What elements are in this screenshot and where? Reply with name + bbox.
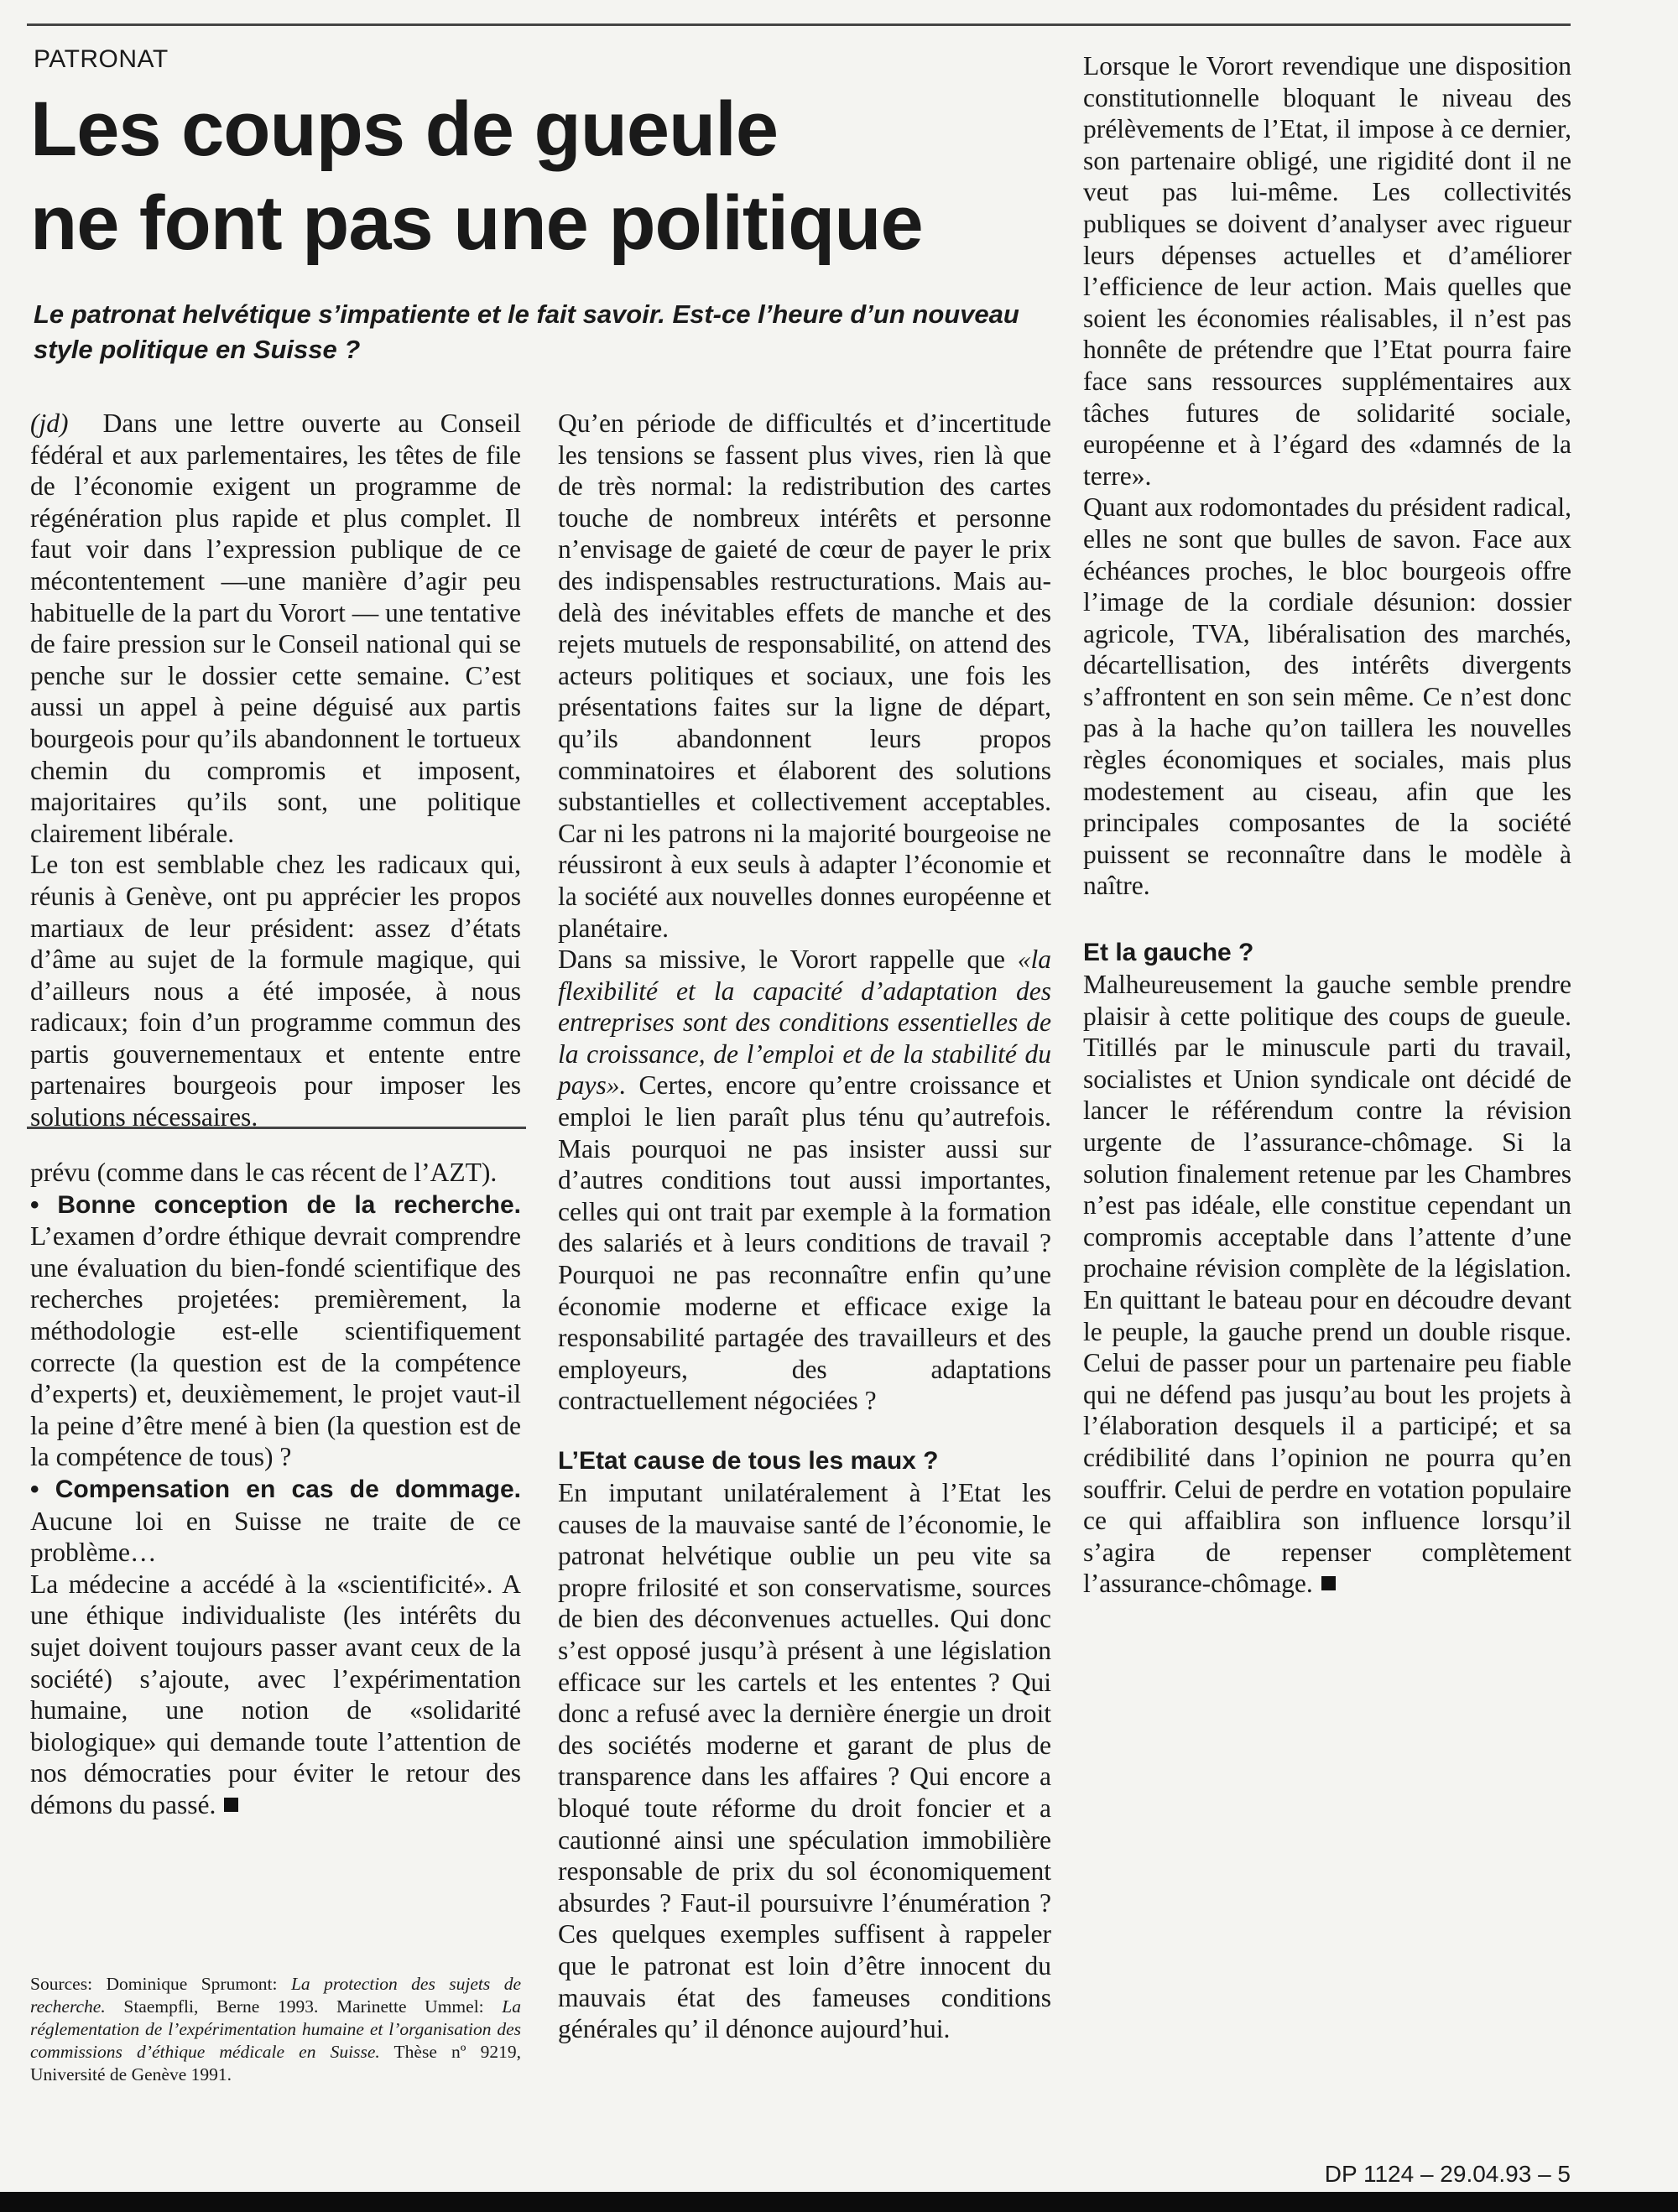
end-mark-icon	[224, 1798, 238, 1812]
bullet-2-text: Aucune loi en Suisse ne traite de ce problème…	[30, 1506, 521, 1568]
article-column-1	[30, 408, 521, 1133]
sidebar-closing	[30, 1569, 521, 1821]
sidebar-column	[30, 1157, 521, 1820]
article-paragraph-1	[30, 408, 521, 849]
article-column-2	[558, 408, 1051, 2045]
paragraph-4-end: Certes, encore qu’entre croissance et emploi le lien paraît plus ténu qu’autrefois. Mais pourquoi ne pas insister aussi sur d’autres conditions tout aussi importantes, celles qui ont trait par exemple à la formation des salariés et à leurs conditions de travail ? Pourquoi ne pas reconnaître enfin qu’une économie moderne et efficace exige la responsabilité partagée des travailleurs et des employeurs, des adaptations contractuellement négociées ?	[558, 1070, 1051, 1416]
vorort-quote: «la flexibilité et la capacité d’adaptation des entreprises sont des conditions essentielles de la croissance, de l’emploi et de la stabilité du pays».	[558, 945, 1052, 1101]
sidebar-continuation: prévu (comme dans le cas récent de l’AZT).	[30, 1158, 498, 1187]
sidebar-divider	[27, 1127, 526, 1129]
end-mark-icon	[1321, 1576, 1336, 1590]
sidebar-bullet-2	[30, 1473, 521, 1569]
source-1-title: La protection des sujets de recherche.	[30, 1974, 522, 2017]
lead-paragraph: Le patronat helvétique s’impatiente et le fait savoir. Est-ce l’heure d’un nouveau style politique en Suisse ?	[34, 299, 1019, 364]
article-paragraph-3: Qu’en période de difficultés et d’incertitude les tensions se fassent plus vives, rien là que de très normal: la redistribution des cartes touche de nombreux intérêts et personne n’envisage de gaieté de cœur de payer le prix des indispensables restructurations. Mais au-delà des inévitables effets de manche et des rejets mutuels de responsabilité, on attend des acteurs politiques et sociaux, une fois les présentations faites sur la ligne de départ, qu’ils abandonnent leurs propos comminatoires et élaborent des solutions substantielles et collectivement acceptables. Car ni les patrons ni la majorité bourgeoise ne réussiront à eux seuls à adapter l’économie et la société aux nouvelles donnes européenne et planétaire.	[558, 409, 1051, 943]
sources-label: Sources: Dominique Sprumont:	[30, 1974, 278, 1994]
article-paragraph-8-text: Malheureusement la gauche semble prendre plaisir à cette politique des coups de gueule. Titillés par le minuscule parti du travail, socialistes et Union syndicale ont décidé de lancer le référendum contre la révision urgente de l’assurance-chômage. Si la solution finalement retenue par les Chambres n’est pas idéale, elle constitue cependant un compromis acceptable dans l’attente d’une prochaine révision complète de la législation. En quittant le bateau pour en découdre devant le peuple, la gauche prend un double risque. Celui de passer pour un partenaire peu fiable qui ne défend pas jusqu’au bout les projets à l’élaboration desquels il a participé; et sa crédibilité dans l’opinion ne pourra qu’en souffrir. Celui de perdre en votation populaire ce qui affaiblira son influence lorsqu’il s’agira de repenser complètement l’assurance-chômage.	[1083, 970, 1571, 1599]
article-paragraph-7: Quant aux rodomontades du président radical, elles ne sont que bulles de savon. Face aux échéances proches, le bloc bourgeois offre l’image de la cordiale désunion: dossier agricole, TVA, libéralisation des marchés, décartellisation, des intérêts divergents s’affrontent en son sein même. Ce n’est donc pas à la hache qu’on taillera les nouvelles règles économiques et sociales, mais plus modestement au ciseau, afin que les principales composantes de la société puissent se reconnaître dans le modèle à naître.	[1083, 492, 1571, 901]
source-2-details: Thèse nº 9219, Université de Genève 1991.	[30, 2042, 521, 2084]
article-paragraph-1-text: Dans une lettre ouverte au Conseil fédéral et aux parlementaires, les têtes de file de l’économie exigent un programme de régénération plus rapide et plus complet. Il faut voir dans l’expression publique de ce mécontentement —une manière d’agir peu habituelle de la part du Vorort — une tentative de faire pression sur le Conseil national qui se penche sur le dossier cette semaine. C’est aussi un appel à peine déguisé aux partis bourgeois pour qu’ils abandonnent le tortueux chemin du compromis et imposent, majoritaires qu’ils sont, une politique clairement libérale.	[30, 409, 521, 848]
source-1-details: Staempfli, Berne 1993. Marinette Ummel:	[123, 1996, 484, 2017]
bullet-2-title: • Compensation en cas de dommage.	[30, 1475, 521, 1503]
issue-footer: DP 1124 – 29.04.93 – 5	[1324, 2161, 1571, 2187]
article-paragraph-8	[1083, 969, 1571, 1600]
paragraph-4-start: Dans sa missive, le Vorort rappelle que	[558, 945, 1005, 975]
source-2-title: La réglementation de l’expérimentation humaine et l’organisation des commissions d’éthique médicale en Suisse.	[30, 1996, 521, 2062]
top-rule	[27, 23, 1571, 26]
author-initials: (jd)	[30, 409, 69, 438]
headline-line-2: ne font pas une politique	[30, 180, 923, 266]
headline-line-1: Les coups de gueule	[30, 86, 778, 172]
rubric: PATRONAT	[34, 45, 169, 73]
sources-note	[30, 1973, 521, 2086]
bullet-1-title: • Bonne conception de la recherche.	[30, 1190, 521, 1219]
article-paragraph-5: En imputant unilatéralement à l’Etat les causes de la mauvaise santé de l’économie, le patronat helvétique oublie un peu vite sa propre frilosité et son conservatisme, sources de bien des déconvenues actuelles. Qui donc s’est opposé jusqu’à présent à une législation efficace sur les cartels et les ententes ? Qui donc a refusé avec la dernière énergie un droit des sociétés moderne et garant de plus de transparence dans les affaires ? Qui encore a bloqué toute réforme du droit foncier et a cautionné ainsi une spéculation immobilière responsable de prix du sol économiquement absurdes ? Faut-il poursuivre l’énumération ? Ces quelques exemples suffisent à rappeler que le patronat est loin d’être innocent du mauvais état des fameuses conditions générales qu’ il dénonce aujourd’hui.	[558, 1478, 1051, 2044]
sidebar-closing-text: La médecine a accédé à la «scientificité». A une éthique individualiste (les intérêts du sujet doivent toujours passer avant ceux de la société) s’ajoute, avec l’expérimentation humaine, une notion de «solidarité biologique» qui demande toute l’attention de nos démocraties pour éviter le retour des démons du passé.	[30, 1569, 521, 1819]
article-paragraph-6: Lorsque le Vorort revendique une disposition constitutionnelle bloquant le niveau des prélèvements de l’Etat, il impose à ce dernier, son partenaire obligé, une rigidité dont il ne veut pas lui-même. Les collectivités publiques se doivent d’analyser avec rigueur leurs dépenses actuelles et d’améliorer l’efficience de leur action. Mais quelles que soient les économies réalisables, il n’est pas honnête de prétendre que l’Etat pourra faire face sans ressources supplémentaires aux tâches futures de solidarité sociale, européenne et à l’égard des «damnés de la terre».	[1083, 51, 1571, 491]
sidebar-bullet-1	[30, 1189, 521, 1473]
subhead-gauche: Et la gauche ?	[1083, 939, 1254, 967]
subhead-etat: L’Etat cause de tous les maux ?	[558, 1447, 939, 1475]
article-column-3	[1083, 50, 1571, 1600]
headline	[30, 82, 1037, 270]
bottom-scan-band	[0, 2192, 1678, 2212]
bullet-1-text: L’examen d’ordre éthique devrait comprendre une évaluation du bien-fondé scientifique des recherches projetées: premièrement, la méthodologie est-elle scientifiquement correcte (la question est de la compétence d’experts) et, deuxièmement, le projet vaut-il la peine d’être mené à bien (la question est de la compétence de tous) ?	[30, 1221, 521, 1472]
article-paragraph-4	[558, 944, 1051, 1417]
article-paragraph-2: Le ton est semblable chez les radicaux qui, réunis à Genève, ont pu apprécier les propos martiaux de leur président: assez d’états d’âme au sujet de la formule magique, qui d’ailleurs nous a été imposée, à nous radicaux; foin d’un programme commun des partis gouvernementaux et entente entre partenaires bourgeois pour imposer les solutions nécessaires.	[30, 850, 521, 1132]
